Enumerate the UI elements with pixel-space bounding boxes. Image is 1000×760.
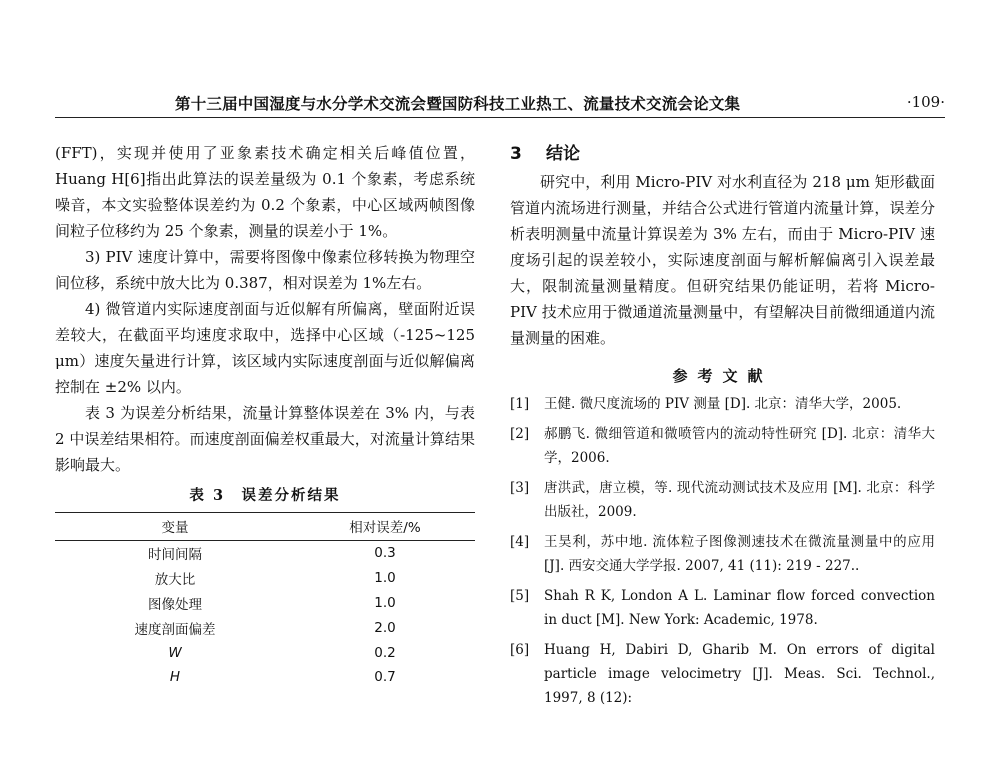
reference-number: [6] [510,642,530,658]
reference-text: 王健. 微尺度流场的 PIV 测量 [D]. 北京：清华大学，2005. [544,396,902,412]
reference-text: 郝鹏飞. 微细管道和微喷管内的流动特性研究 [D]. 北京：清华大学，2006. [544,426,935,466]
reference-item [510,638,935,710]
reference-item [510,476,935,524]
page-number: ·109· [906,93,945,111]
header-rule [55,117,945,118]
header-relative-error: 相对误差/% [295,513,475,541]
reference-number: [5] [510,588,530,604]
table-row [55,641,475,665]
section-number: 3 [510,144,522,164]
proceedings-title: 第十三届中国湿度与水分学术交流会暨国防科技工业热工、流量技术交流会论文集 [175,95,741,113]
cell-value: 1.0 [374,570,396,586]
header-variable: 变量 [55,513,295,541]
reference-number: [1] [510,396,530,412]
cell-variable: H [169,668,181,685]
cell-value: 2.0 [374,620,396,636]
cell-variable: W [168,644,182,661]
running-header [55,86,945,118]
cell-variable: 速度剖面偏差 [134,622,216,638]
references-title: 参考文献 [672,367,773,385]
left-column [55,140,475,689]
table-row [55,591,475,616]
cell-value: 0.2 [374,644,396,661]
reference-item [510,422,935,470]
reference-number: [2] [510,426,530,442]
table-row [55,566,475,591]
right-column [510,140,935,716]
paragraph-item-3: 3) PIV 速度计算中，需要将图像中像素位移转换为物理空间位移，系统中放大比为 0.387，相对误差为 1%左右。 [55,248,475,292]
table-header-row [55,513,475,541]
cell-variable: 时间间隔 [148,547,202,563]
table-row [55,541,475,567]
paragraph-item-4: 4) 微管道内实际速度剖面与近似解有所偏离，壁面附近误差较大，在截面平均速度求取中，选择中心区域（-125~125 μm）速度矢量进行计算，该区域内实际速度剖面与近似解偏离控制在 ±2% 以内。 [55,300,475,396]
table-row [55,665,475,689]
reference-text: 王昊利，苏中地. 流体粒子图像测速技术在微流量测量中的应用 [J]. 西安交通大学学报. 2007, 41 (11): 219 - 227.. [544,534,935,574]
reference-text: Huang H, Dabiri D, Gharib M. On errors of digital particle image velocimetry [J]. Meas. Sci. Technol., 1997, 8 (12): [544,642,935,706]
table-row [55,616,475,641]
paragraph-fft: (FFT)，实现并使用了亚象素技术确定相关后峰值位置，Huang H[6]指出此算法的误差量级为 0.1 个象素，考虑系统噪音，本文实验整体误差约为 0.2 个象素，中心区域两帧图像间粒子位移约为 25 个象素，测量的误差小于 1%。 [55,144,475,240]
reference-item [510,392,935,416]
cell-value: 1.0 [374,595,396,611]
reference-item [510,584,935,632]
conclusion-paragraph: 研究中，利用 Micro-PIV 对水利直径为 218 μm 矩形截面管道内流场进行测量，并结合公式进行管道内流量计算，误差分析表明测量中流量计算误差为 3% 左右，而由于 Micro-PIV 速度场引起的误差较小，实际速度剖面与解析解偏离引入误差最大，限制流量测量精度。但研究结果仍能证明，若将 Micro-PIV 技术应用于微通道流量测量中，有望解决目前微细通道内流量测量的困难。 [510,173,935,347]
section-heading [510,140,935,168]
reference-item [510,530,935,578]
reference-number: [3] [510,480,530,496]
cell-value: 0.7 [374,668,396,685]
reference-text: 唐洪武，唐立模，等. 现代流动测试技术及应用 [M]. 北京：科学出版社，2009. [544,480,935,520]
cell-variable: 图像处理 [148,597,202,613]
cell-value: 0.3 [374,545,396,561]
cell-variable: 放大比 [154,572,196,588]
table-caption: 表 3 误差分析结果 [189,487,341,504]
paragraph-table-summary: 表 3 为误差分析结果，流量计算整体误差在 3% 内，与表 2 中误差结果相符。而速度剖面偏差权重最大，对流量计算结果影响最大。 [55,404,475,474]
reference-text: Shah R K, London A L. Laminar flow forced convection in duct [M]. New York: Academic, 1978. [544,588,935,628]
error-analysis-table [55,512,475,689]
reference-number: [4] [510,534,530,550]
section-title: 结论 [546,144,580,164]
